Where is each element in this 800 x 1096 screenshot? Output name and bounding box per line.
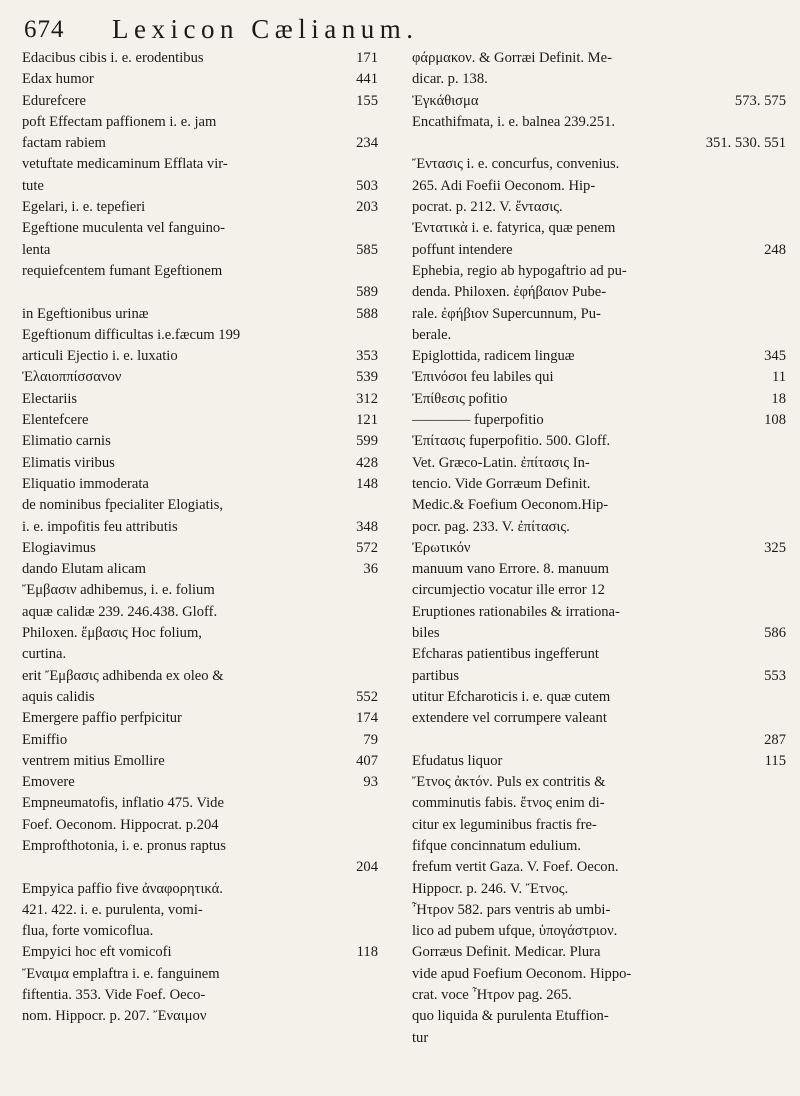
entry-text: lico ad pubem ufque, ὑπογάστριον. — [412, 923, 618, 940]
entry-text: tute — [22, 177, 44, 194]
index-line — [412, 559, 786, 580]
entry-text: articuli Ejectio i. e. luxatio — [22, 348, 178, 365]
entry-text: citur ex leguminibus fractis fre- — [412, 816, 597, 833]
entry-text: frefum vertit Gaza. V. Foef. Oecon. — [412, 859, 619, 876]
index-line — [412, 517, 786, 538]
page-reference: 171 — [356, 50, 378, 66]
page-reference: 428 — [356, 454, 378, 471]
entry-text: Electariis — [22, 390, 78, 407]
right-column — [412, 48, 786, 1049]
entry-text: Efcharas patientibus ingefferunt — [412, 646, 599, 663]
index-line — [412, 91, 786, 112]
entry-text: dicar. p. 138. — [412, 71, 488, 88]
index-line — [412, 985, 786, 1006]
page-reference: 234 — [356, 135, 378, 152]
page-reference: 552 — [356, 688, 378, 705]
index-line — [22, 900, 378, 921]
entry-text: lenta — [22, 241, 51, 258]
page-reference: 108 — [764, 412, 786, 429]
index-line — [22, 367, 378, 388]
entry-text: quo liquida & purulenta Etuffion- — [412, 1008, 609, 1025]
index-line — [22, 644, 378, 665]
entry-text: Empyici hoc eft vomicofi — [22, 944, 172, 961]
entry-text: manuum vano Errore. 8. manuum — [412, 561, 609, 578]
index-line — [22, 495, 378, 516]
entry-text: dando Elutam alicam — [22, 561, 147, 578]
page-reference: 599 — [356, 433, 378, 450]
index-line — [412, 346, 786, 367]
entry-text: Elimatio carnis — [22, 433, 111, 450]
index-line — [22, 346, 378, 367]
index-line — [412, 197, 786, 218]
entry-text: berale. — [412, 326, 452, 343]
entry-text: flua, forte vomicoflua. — [22, 923, 154, 940]
page-header — [24, 14, 780, 44]
entry-text: Elentefcere — [22, 412, 89, 429]
entry-text: aquis calidis — [22, 688, 95, 705]
page-reference: 118 — [356, 944, 378, 961]
entry-text: Medic.& Foefium Oeconom.Hip- — [412, 497, 609, 514]
page-reference: 248 — [764, 241, 786, 258]
index-line — [22, 708, 378, 729]
page-reference: 573. 575 — [734, 92, 786, 109]
page-reference: 121 — [356, 412, 378, 429]
index-line — [412, 453, 786, 474]
page-reference: 353 — [356, 348, 378, 365]
index-line — [22, 218, 378, 239]
entry-text: circumjectio vocatur ille error 12 — [412, 582, 605, 599]
entry-text: denda. Philoxen. ἐφήβαιον Pube- — [412, 284, 607, 301]
entry-text: Epiglottida, radicem linguæ — [412, 348, 575, 365]
entry-text: poft Effectam paffionem i. e. jam — [22, 113, 217, 130]
page-reference: 589 — [356, 284, 378, 301]
page-reference: 93 — [363, 774, 378, 791]
entry-text: comminutis fabis. ἔτνος enim di- — [412, 795, 605, 812]
page-reference: 18 — [771, 390, 786, 407]
index-line — [412, 879, 786, 900]
index-line — [22, 410, 378, 431]
index-line — [412, 495, 786, 516]
index-line — [412, 367, 786, 388]
index-line — [22, 1006, 378, 1027]
page-reference: 287 — [764, 731, 786, 748]
page-number: 674 — [24, 16, 65, 43]
index-line — [22, 474, 378, 495]
entry-text: i. e. impofitis feu attributis — [22, 518, 178, 535]
entry-text: ———— fuperpofitio — [412, 412, 544, 429]
page-reference: 345 — [764, 348, 786, 365]
index-line — [412, 133, 786, 154]
index-line — [412, 964, 786, 985]
index-line — [412, 389, 786, 410]
entry-text: Ἐλαιοππίσσανον — [22, 369, 122, 386]
index-line — [22, 389, 378, 410]
page-reference: 11 — [771, 369, 786, 386]
entry-text: requiefcentem fumant Egeftionem — [22, 262, 223, 279]
entry-text: Ἦτρον 582. pars ventris ab umbi- — [412, 901, 611, 918]
index-line — [412, 48, 786, 69]
index-line — [412, 942, 786, 963]
entry-text: Ἐρωτικόν — [412, 539, 471, 556]
index-line — [22, 538, 378, 559]
entry-text: partibus — [412, 667, 460, 684]
index-line — [412, 751, 786, 772]
index-line — [412, 261, 786, 282]
index-line — [412, 112, 786, 133]
entry-text: Ἔναιμα emplaftra i. e. fanguinem — [22, 965, 220, 982]
entry-text: crat. voce Ἦτρον pag. 265. — [412, 987, 572, 1004]
entry-text: Emiffio — [22, 731, 68, 748]
index-line — [22, 69, 378, 90]
index-line — [412, 474, 786, 495]
entry-text: Ἐπίθεσις pofitio — [412, 390, 508, 407]
entry-text: factam rabiem — [22, 135, 106, 152]
index-line — [22, 730, 378, 751]
index-line — [22, 261, 378, 282]
index-line — [22, 836, 378, 857]
index-line — [22, 453, 378, 474]
index-line — [412, 304, 786, 325]
index-line — [22, 985, 378, 1006]
index-line — [412, 666, 786, 687]
page-reference: 174 — [356, 710, 378, 727]
entry-text: Elogiavimus — [22, 539, 96, 556]
page-reference: 115 — [764, 752, 786, 769]
entry-text: tur — [412, 1029, 429, 1046]
page-reference: 588 — [356, 305, 378, 322]
entry-text: Empneumatofis, inflatio 475. Vide — [22, 795, 224, 812]
entry-text: curtina. — [22, 646, 67, 663]
entry-text: Edacibus cibis i. e. erodentibus — [22, 50, 204, 66]
index-line — [22, 282, 378, 303]
page-reference: 79 — [363, 731, 378, 748]
entry-text: Ἐντατικὰ i. e. fatyrica, quæ penem — [412, 220, 616, 237]
entry-text: Encathifmata, i. e. balnea 239.251. — [412, 113, 616, 130]
entry-text: Empyica paffio five ἀναφορητικά. — [22, 880, 223, 897]
entry-text: Vet. Græco-Latin. ἐπίτασις In- — [412, 454, 590, 471]
entry-text: Egeftione muculenta vel fanguino- — [22, 220, 226, 237]
index-line — [412, 708, 786, 729]
entry-text: poffunt intendere — [412, 241, 513, 258]
index-line — [22, 48, 378, 69]
index-line — [412, 730, 786, 751]
entry-text: biles — [412, 625, 440, 642]
index-line — [22, 133, 378, 154]
entry-text: φάρμακον. & Gorræi Definit. Me- — [412, 50, 612, 66]
index-line — [22, 240, 378, 261]
page-reference: 441 — [356, 71, 378, 88]
index-line — [412, 282, 786, 303]
page-reference: 553 — [764, 667, 786, 684]
page-reference: 155 — [356, 92, 378, 109]
entry-text: rale. ἐφήβιον Supercunnum, Pu- — [412, 305, 601, 322]
entry-text: utitur Efcharoticis i. e. quæ cutem — [412, 688, 611, 705]
index-line — [22, 431, 378, 452]
page-reference: 325 — [764, 539, 786, 556]
page-reference: 148 — [356, 475, 378, 492]
index-line — [22, 857, 378, 878]
entry-text: Efudatus liquor — [412, 752, 503, 769]
index-line — [22, 325, 378, 346]
index-line — [22, 176, 378, 197]
entry-text: Ἐγκάθισμα — [412, 92, 479, 109]
entry-text: Egeftionum difficultas i.e.fæcum 199 — [22, 326, 241, 343]
page-reference: 348 — [356, 518, 378, 535]
index-line — [412, 431, 786, 452]
entry-text: fiftentia. 353. Vide Foef. Oeco- — [22, 987, 206, 1004]
entry-text: Ἔτνος ἀκτόν. Puls ex contritis & — [412, 774, 606, 791]
index-line — [22, 942, 378, 963]
entry-text: 421. 422. i. e. purulenta, vomi- — [22, 901, 203, 918]
page-reference: 204 — [356, 859, 378, 876]
entry-text: erit Ἔμβασις adhibenda ex oleo & — [22, 667, 224, 684]
entry-text: Emergere paffio perfpicitur — [22, 710, 182, 727]
page-reference: 503 — [356, 177, 378, 194]
index-line — [412, 410, 786, 431]
entry-text: Eliquatio immoderata — [22, 475, 149, 492]
entry-text: tencio. Vide Gorræum Definit. — [412, 475, 591, 492]
entry-text: Ἔμβασιν adhibemus, i. e. folium — [22, 582, 215, 599]
entry-text: pocr. pag. 233. V. ἐπίτασις. — [412, 518, 570, 535]
index-line — [412, 538, 786, 559]
index-line — [22, 197, 378, 218]
index-line — [412, 69, 786, 90]
index-line — [22, 687, 378, 708]
entry-text: Philoxen. ἔμβασις Hoc folium, — [22, 625, 202, 642]
index-line — [412, 176, 786, 197]
index-line — [412, 1028, 786, 1049]
index-line — [22, 154, 378, 175]
index-line — [22, 921, 378, 942]
index-line — [412, 921, 786, 942]
index-line — [412, 602, 786, 623]
page-reference: 351. 530. 551 — [705, 135, 786, 152]
entry-text: extendere vel corrumpere valeant — [412, 710, 607, 727]
index-line — [22, 879, 378, 900]
index-line — [412, 623, 786, 644]
left-column — [22, 48, 378, 1028]
index-line — [22, 559, 378, 580]
index-line — [412, 793, 786, 814]
entry-text: fifque concinnatum edulium. — [412, 837, 581, 854]
index-line — [22, 751, 378, 772]
index-line — [22, 815, 378, 836]
page-reference: 312 — [356, 390, 378, 407]
index-line — [22, 304, 378, 325]
page-reference: 539 — [356, 369, 378, 386]
entry-text: Edax humor — [22, 71, 94, 88]
entry-text: pocrat. p. 212. V. ἔντασις. — [412, 199, 563, 216]
entry-text: ventrem mitius Emollire — [22, 752, 165, 769]
index-line — [412, 240, 786, 261]
running-title: Lexicon Cælianum. — [112, 14, 419, 44]
entry-text: Emprofthotonia, i. e. pronus raptus — [22, 837, 226, 854]
index-line — [412, 687, 786, 708]
index-line — [412, 1006, 786, 1027]
entry-text: Edurefcere — [22, 92, 86, 109]
page-reference: 586 — [764, 625, 786, 642]
index-line — [412, 772, 786, 793]
index-line — [22, 602, 378, 623]
page-reference: 36 — [363, 561, 378, 578]
entry-text: nom. Hippocr. p. 207. Ἔναιμον — [22, 1008, 207, 1025]
index-line — [412, 154, 786, 175]
index-line — [412, 857, 786, 878]
index-line — [22, 666, 378, 687]
index-line — [22, 580, 378, 601]
index-line — [412, 325, 786, 346]
entry-text: aquæ calidæ 239. 246.438. Gloff. — [22, 603, 218, 620]
entry-text: in Egeftionibus urinæ — [22, 305, 149, 322]
index-line — [412, 815, 786, 836]
index-line — [22, 772, 378, 793]
entry-text: Ἐπινόσοι feu labiles qui — [412, 369, 554, 386]
entry-text: Elimatis viribus — [22, 454, 115, 471]
entry-text: Foef. Oeconom. Hippocrat. p.204 — [22, 816, 219, 833]
index-line — [22, 964, 378, 985]
page-reference: 572 — [356, 539, 378, 556]
entry-text: Egelari, i. e. tepefieri — [22, 199, 146, 216]
entry-text: vide apud Foefium Oeconom. Hippo- — [412, 965, 632, 982]
index-line — [412, 580, 786, 601]
page-reference: 585 — [356, 241, 378, 258]
index-line — [22, 793, 378, 814]
entry-text: Ἔντασις i. e. concurfus, convenius. — [412, 156, 620, 173]
index-line — [412, 218, 786, 239]
entry-text: Gorræus Definit. Medicar. Plura — [412, 944, 601, 961]
entry-text: vetuftate medicaminum Efflata vir- — [22, 156, 228, 173]
entry-text: 265. Adi Foefii Oeconom. Hip- — [412, 177, 596, 194]
entry-text: de nominibus fpecialiter Elogiatis, — [22, 497, 224, 514]
entry-text: Emovere — [22, 774, 75, 791]
index-line — [22, 91, 378, 112]
entry-text: Eruptiones rationabiles & irrationa- — [412, 603, 620, 620]
index-line — [412, 644, 786, 665]
index-line — [412, 836, 786, 857]
page-reference: 407 — [356, 752, 378, 769]
entry-text: Ἐπίτασις fuperpofitio. 500. Gloff. — [412, 433, 611, 450]
page-reference: 203 — [356, 199, 378, 216]
index-line — [412, 900, 786, 921]
index-line — [22, 623, 378, 644]
index-line — [22, 517, 378, 538]
entry-text: Ephebia, regio ab hypogaftrio ad pu- — [412, 262, 627, 279]
index-line — [22, 112, 378, 133]
entry-text: Hippocr. p. 246. V. Ἔτνος. — [412, 880, 569, 897]
